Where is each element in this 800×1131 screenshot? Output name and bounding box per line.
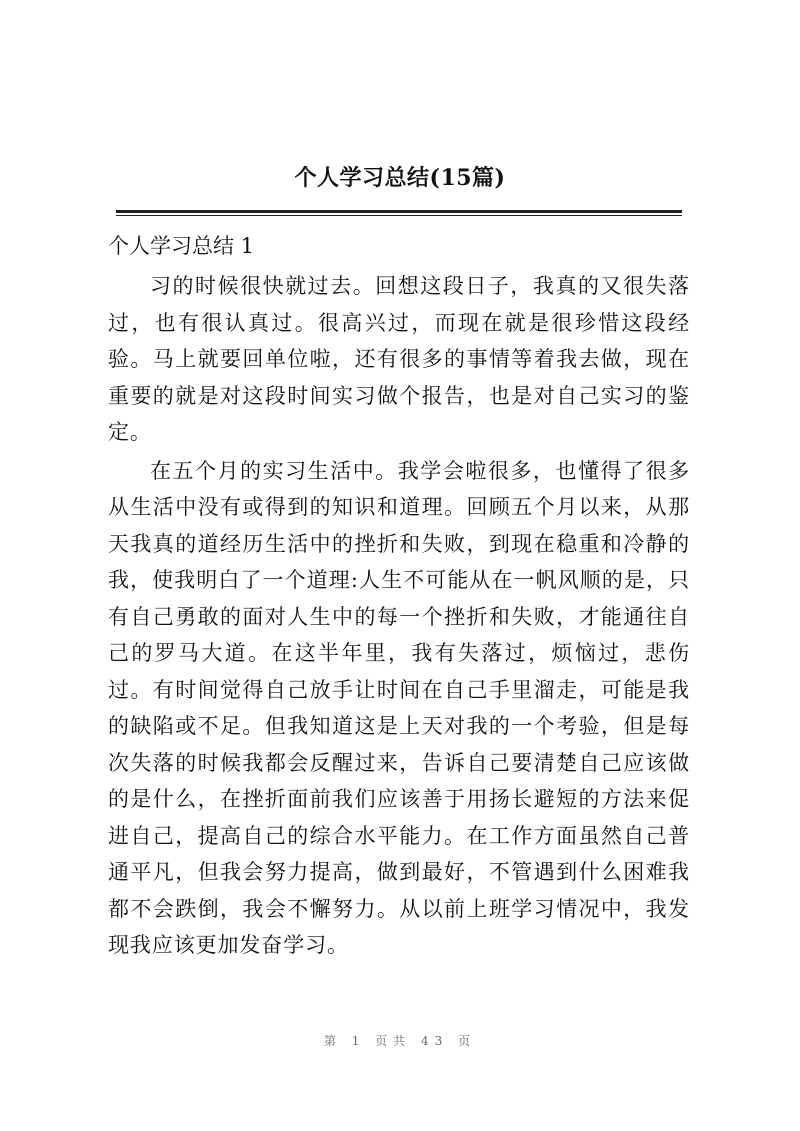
title-divider-thick [116, 210, 682, 213]
page-footer: 第 1 页共 43 页 [323, 1034, 477, 1048]
title-divider-thin [116, 215, 682, 216]
document-body [108, 228, 690, 966]
document-title: 个人学习总结(15篇) [294, 165, 506, 191]
paragraph-2: 在五个月的实习生活中。我学会啦很多，也懂得了很多从生活中没有或得到的知识和道理。回顾五个月以来，从那天我真的道经历生活中的挫折和失败，到现在稳重和冷静的我，使我明白了一个道理:人生不可能从在一帆风顺的是，只有自己勇敢的面对人生中的每一个挫折和失败，才能通往自己的罗马大道。在这半年里，我有失落过，烦恼过，悲伤过。有时间觉得自己放手让时间在自己手里溜走，可能是我的缺陷或不足。但我知道这是上天对我的一个考验，但是每次失落的时候我都会反醒过来，告诉自己要清楚自己应该做的是什么，在挫折面前我们应该善于用扬长避短的方法来促进自己，提高自己的综合水平能力。在工作方面虽然自己普通平凡，但我会努力提高，做到最好，不管遇到什么困难我都不会跌倒，我会不懈努力。从以前上班学习情况中，我发现我应该更加发奋学习。 [108, 458, 690, 957]
section-heading: 个人学习总结 1 [108, 234, 255, 258]
paragraph-1: 习的时候很快就过去。回想这段日子，我真的又很失落过，也有很认真过。很高兴过，而现在就是很珍惜这段经验。马上就要回单位啦，还有很多的事情等着我去做，现在重要的就是对这段时间实习做个报告，也是对自己实习的鉴定。 [108, 274, 690, 444]
